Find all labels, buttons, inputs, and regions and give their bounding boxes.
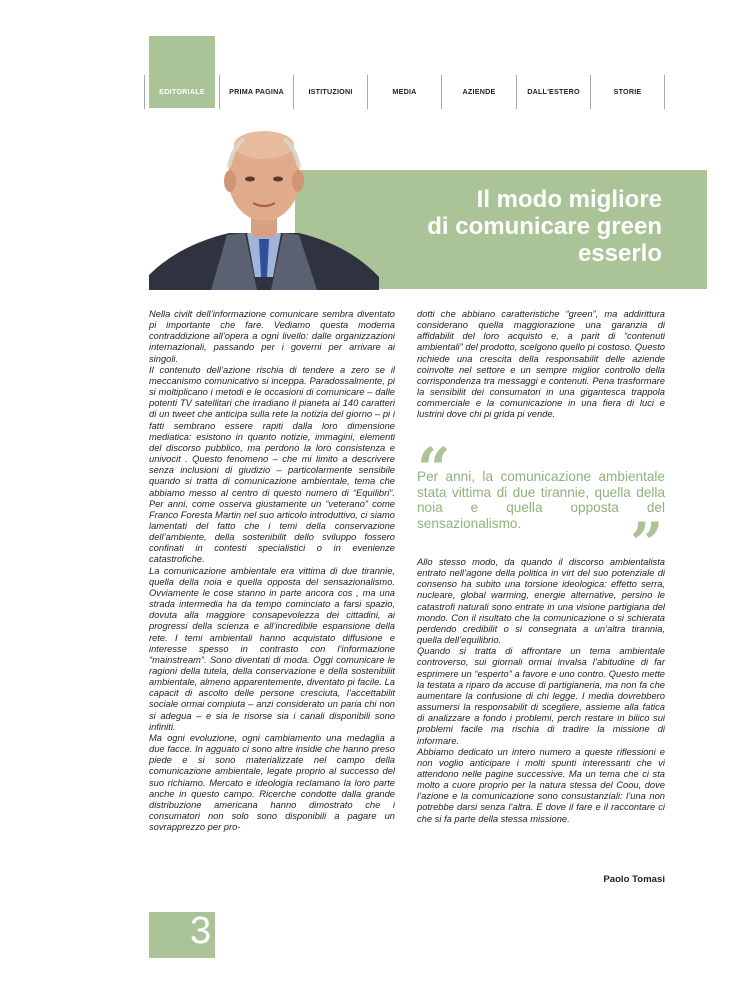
section-nav <box>144 75 666 109</box>
article-body-right-bottom <box>417 557 665 825</box>
title-line: Il modo migliore <box>476 186 662 213</box>
article-title <box>427 186 662 267</box>
article-body-left <box>149 309 395 833</box>
nav-item-aziende[interactable]: AZIENDE <box>462 87 496 96</box>
nav-item-istituzioni[interactable]: ISTITUZIONI <box>308 87 353 96</box>
title-line: esserlo <box>577 240 662 267</box>
close-quote-icon: ” <box>630 510 664 578</box>
page-number: 3 <box>190 910 212 952</box>
paragraph: Quando si tratta di affrontare un tema ambientale controverso, sui giornali ormai invalsa l’abitudine di far esprimere un “esperto” a favore e uno contro. Questo mette la testata a riparo da accuse di partigianeria, ma non fa che aumentare la confusione di chi legge. I media dovrebbero assumersi la responsabilit di scegliere, assieme alla fatica di analizzare a fondo i problemi, perch restare in bilico sui problemi facile ma rischia di tradire la missione di informare. <box>417 646 665 746</box>
paragraph: Ma ogni evoluzione, ogni cambiamento una medaglia a due facce. In agguato ci sono altre insidie che hanno preso piede e si sono materializzate nel campo della comunicazione ambientale, legate proprio al successo del suo richiamo. Mercato e ideologia reclamano la loro parte anche in questo campo. Ricerche condotte dalla grande distribuzione americana hanno dimostrato che i consumatori non solo sono disponibili a pagare un sovrapprezzo per pro- <box>149 732 395 833</box>
nav-item-prima-pagina[interactable]: PRIMA PAGINA <box>229 87 284 96</box>
portrait-photo <box>149 127 379 290</box>
paragraph: La comunicazione ambientale era vittima di due tirannie, quella della noia e quella opposta del sensazionalismo. Ovviamente le cose stanno in parte ancora cos , ma una strada intermedia ha da tempo cominciato a farsi spazio, dovuta alla maggiore consapevolezza dei cittadini, ai progressi della scienza e all’incredibile espansione della rete. I temi ambientali hanno acquistato diffusione e interesse spesso in contrasto con l’informazione “mainstream”. Sono diventati di moda. Oggi comunicare le ragioni della tutela, della conservazione e della sostenibilit ambientale, almeno apparentemente, diventato pi facile. La capacit di ascolto delle persone cresciuta, l’accettabilit sociale ormai compiuta – anzi considerato un paria chi non si adegua – e sia le risorse sia i canali disponibili sono infiniti. <box>149 565 395 732</box>
article-body-right-top <box>417 309 665 421</box>
nav-item-editoriale[interactable]: EDITORIALE <box>159 87 205 96</box>
pull-quote: Per anni, la comunicazione ambientale stata vittima di due tirannie, quella della noia e quella opposta del sensazionalismo. <box>417 469 665 531</box>
paragraph: Abbiamo dedicato un intero numero a queste riflessioni e non voglio anticipare i molti spunti interessanti che vi attendono nelle pagine successive. Ma un tema che ci sta molto a cuore proprio per la natura stessa del Coou, dove l’azione e la comunicazione sono consustanziali: l’una non potrebbe darsi senza l’altra. E dove il fare e il raccontare ci che si fa parte della stessa missione. <box>417 746 665 824</box>
paragraph: Allo stesso modo, da quando il discorso ambientalista entrato nell’agone della politica in virt del suo potenziale di consenso ha subito una torsione ideologica: effetto serra, nucleare, global warming, energie alternative, persino le catastrofi naturali sono entrate in una visione partigiana del mondo. Con il risultato che la comunicazione o si schierata perdendo credibilit o si consegnata a un’altra tirannia, quella dell’equilibrio. <box>417 557 665 646</box>
nav-item-dall-estero[interactable]: DALL'ESTERO <box>527 87 580 96</box>
nav-item-storie[interactable]: STORIE <box>613 87 642 96</box>
author-portrait <box>149 127 379 290</box>
nav-item-media[interactable]: MEDIA <box>392 87 417 96</box>
paragraph: Nella civilt dell’informazione comunicare sembra diventato pi importante che fare. Vediamo questa moderna contraddizione all’opera a ogni livello: dalle organizzazioni internazionali, passando per i governi per arrivare ai singoli. <box>149 309 395 364</box>
author-signature: Paolo Tomasi <box>603 874 665 885</box>
open-quote-icon: “ <box>417 435 451 503</box>
paragraph: Il contenuto dell’azione rischia di tendere a zero se il meccanismo comunicativo si inceppa. Paradossalmente, pi si moltiplicano i metodi e le occasioni di comunicare – dalle potenti TV satellitari che irradiano il pianeta ai 140 caratteri di un tweet che anticipa sulla rete la notizia del giorno – pi i fatti sembrano essere rapiti dalla loro dimensione mediatica: esistono in quanto notizie, immagini, elementi del discorso pubblico, ma perdono la loro consistenza e univocit . Questo fenomeno – che mi limito a descrivere senza inclusioni di giudizio – particolarmente sensibile quando si tratta di comunicazione ambientale, tema che abbiamo messo al centro di questo numero di “Equilibri”. Per anni, come osserva giustamente un “veterano” come Franco Foresta Martin nel suo articolo introduttivo, ci siamo lamentati del fatto che i temi della conservazione dell’ambiente, della sostenibilit dello sviluppo fossero confinati in contesti specialistici o in evenienze catastrofiche. <box>149 364 395 565</box>
nav-separator <box>664 75 665 109</box>
paragraph: dotti che abbiano caratteristiche “green”, ma addirittura considerano quella maggiorazione una garanzia di affidabilit del loro acquisto e, a parit di “contenuti ambientali” del prodotto, scelgono quello pi costoso. Questo richiede una crescita della responsabilit delle aziende coinvolte nel settore e un sempre miglior controllo della corrispondenza tra messaggi e contenuti. Pena trasformare la sensibilit dei consumatori in una gigantesca trappola commerciale e la comunicazione in una fiera di luci e lustrini dove chi pi grida pi vende. <box>417 309 665 420</box>
title-line: di comunicare green <box>427 213 662 240</box>
